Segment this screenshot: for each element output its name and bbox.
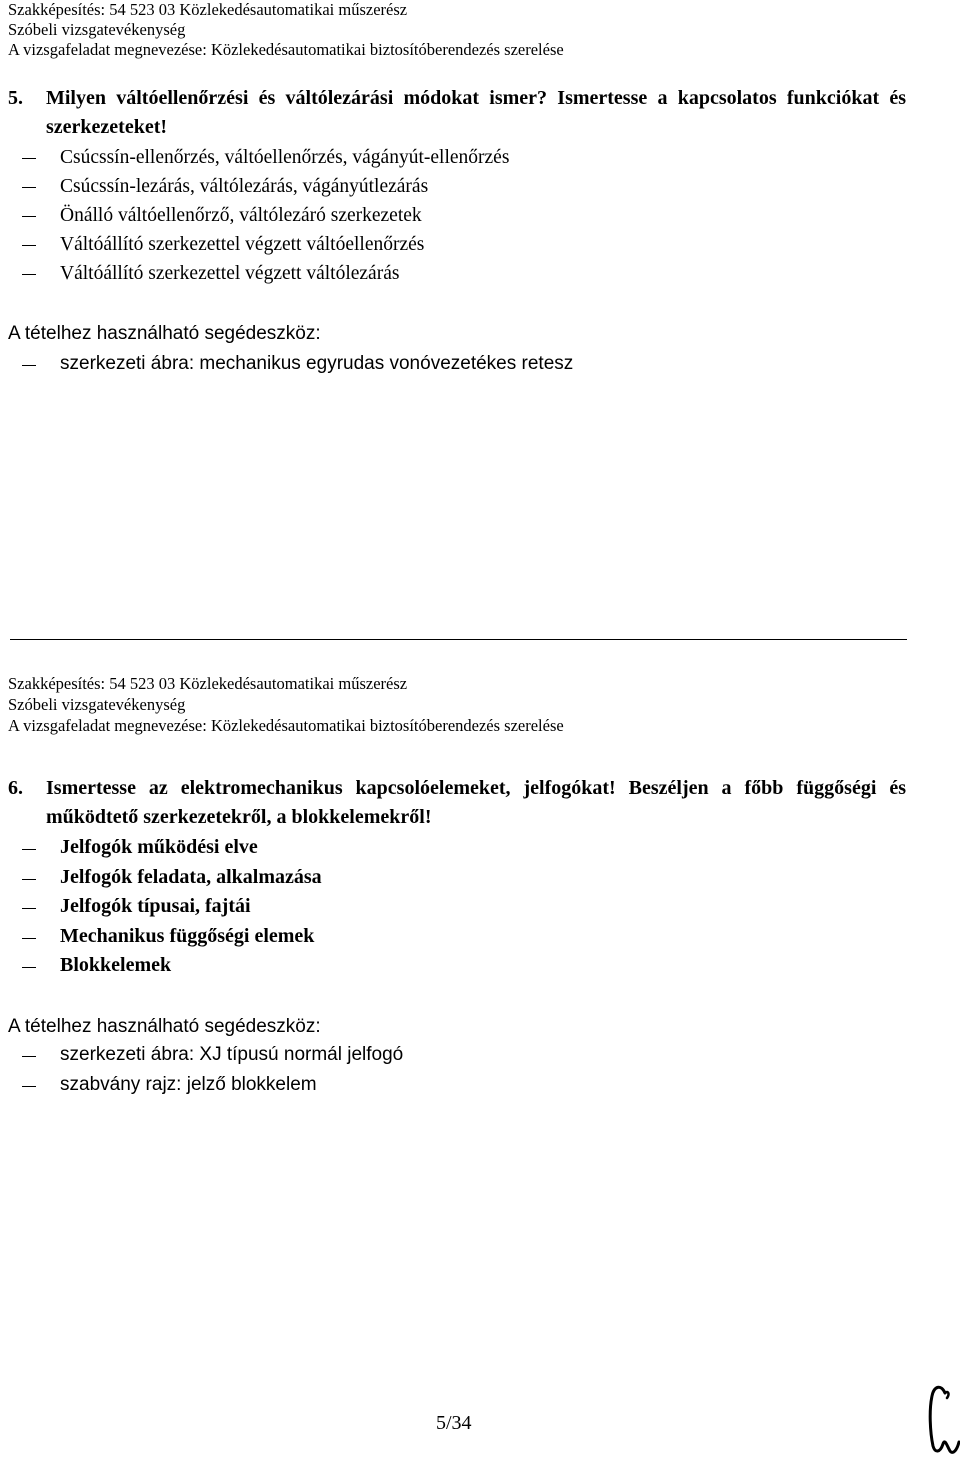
header-task-name: A vizsgafeladat megnevezése: Közlekedésautomatikai biztosítóberendezés szerelése <box>8 716 564 735</box>
list-item: Csúcssín-ellenőrzés, váltóellenőrzés, vágányút-ellenőrzés <box>0 143 960 172</box>
dash-bullet <box>22 879 36 880</box>
list-item: Jelfogók feladata, alkalmazása <box>0 863 960 893</box>
dash-bullet <box>22 849 36 850</box>
header-exam-type: Szóbeli vizsgatevékenység <box>8 20 186 39</box>
list-item: Önálló váltóellenőrző, váltólezáró szerkezetek <box>0 201 960 230</box>
header-exam-type: Szóbeli vizsgatevékenység <box>8 695 186 714</box>
question-number: 5. <box>8 87 23 109</box>
question-number: 6. <box>8 777 23 799</box>
list-item: Váltóállító szerkezettel végzett váltólezárás <box>0 259 960 288</box>
dash-bullet <box>22 1056 36 1057</box>
question-text: Milyen váltóellenőrzési és váltólezárási módokat ismer? Ismertesse a kapcsolatos funkciókat és szerkezeteket! <box>46 87 906 138</box>
dash-bullet <box>22 274 36 275</box>
list-item: Jelfogók működési elve <box>0 833 960 863</box>
list-item: Jelfogók típusai, fajtái <box>0 892 960 922</box>
page-number: 5/34 <box>436 1412 472 1434</box>
dash-bullet <box>22 1086 36 1087</box>
dash-bullet <box>22 187 36 188</box>
aid-list <box>0 1040 960 1099</box>
list-item: szabvány rajz: jelző blokkelem <box>0 1070 960 1100</box>
page-separator <box>10 639 907 640</box>
question-text: Ismertesse az elektromechanikus kapcsolóelemeket, jelfogókat! Beszéljen a főbb függőségi és működtető szerkezetekről, a blokkelemekről! <box>46 777 906 828</box>
list-item: Blokkelemek <box>0 951 960 981</box>
header-qualification: Szakképesítés: 54 523 03 Közlekedésautomatikai műszerész <box>8 0 408 19</box>
aid-title: A tételhez használható segédeszköz: <box>8 1016 321 1037</box>
dash-bullet <box>22 158 36 159</box>
aid-title: A tételhez használható segédeszköz: <box>8 323 321 344</box>
list-item: Csúcssín-lezárás, váltólezárás, vágányútlezárás <box>0 172 960 201</box>
dash-bullet <box>22 908 36 909</box>
list-item: Váltóállító szerkezettel végzett váltóellenőrzés <box>0 230 960 259</box>
aid-list <box>0 349 960 378</box>
header-task-name: A vizsgafeladat megnevezése: Közlekedésautomatikai biztosítóberendezés szerelése <box>8 40 564 59</box>
dash-bullet <box>22 938 36 939</box>
dash-bullet <box>22 245 36 246</box>
list-item: szerkezeti ábra: XJ típusú normál jelfogó <box>0 1040 960 1070</box>
list-item: Mechanikus függőségi elemek <box>0 922 960 952</box>
handwritten-initials-signature <box>914 1380 960 1458</box>
list-item: szerkezeti ábra: mechanikus egyrudas vonóvezetékes retesz <box>0 349 960 378</box>
dash-bullet <box>22 216 36 217</box>
header-qualification: Szakképesítés: 54 523 03 Közlekedésautomatikai műszerész <box>8 674 408 693</box>
dash-bullet <box>22 967 36 968</box>
topic-list <box>0 143 960 288</box>
topic-list <box>0 833 960 981</box>
dash-bullet <box>22 365 36 366</box>
